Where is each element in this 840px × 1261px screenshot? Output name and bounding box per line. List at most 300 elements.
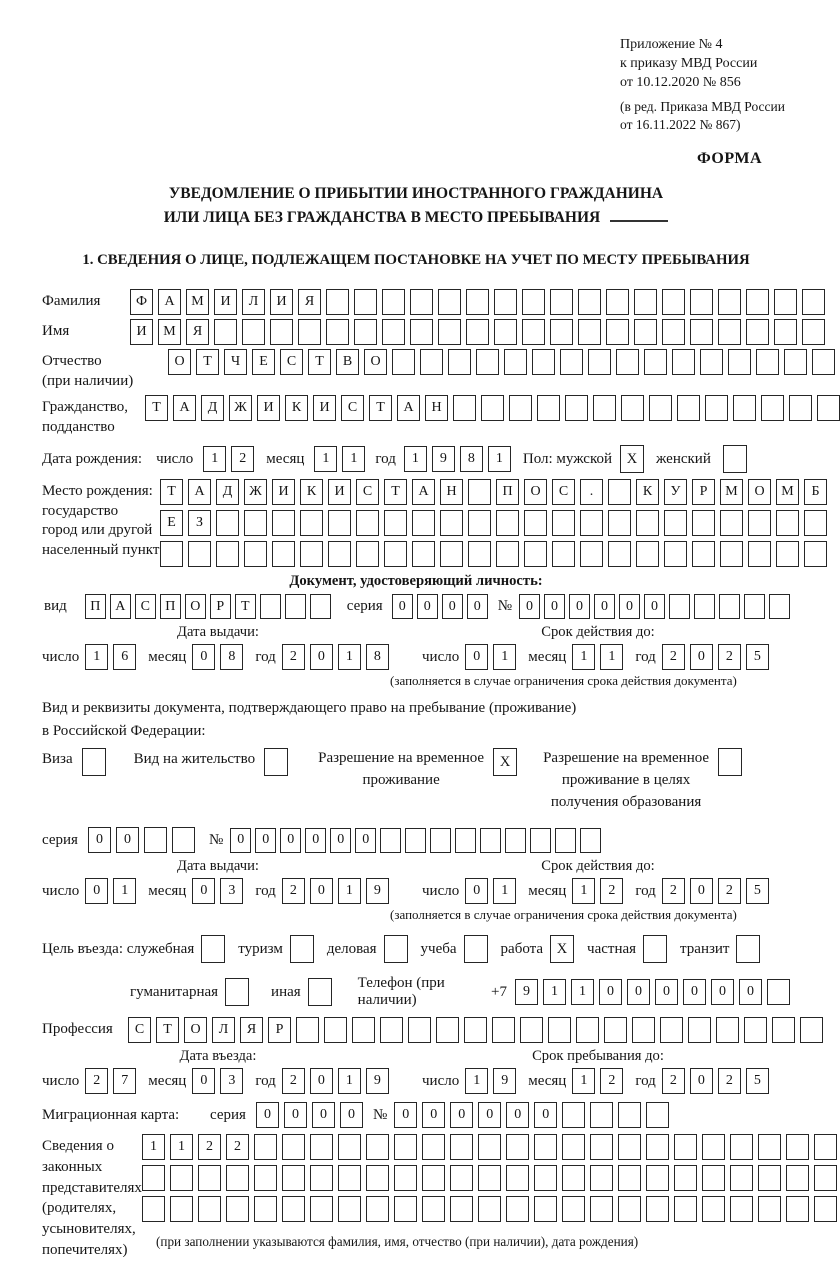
char-cell[interactable]: К (285, 395, 308, 421)
char-cell[interactable]: 0 (478, 1102, 501, 1128)
char-cell[interactable]: 2 (282, 644, 305, 670)
char-cell[interactable] (394, 1196, 417, 1222)
char-cell[interactable]: 0 (230, 828, 251, 853)
char-cell[interactable] (188, 541, 211, 567)
char-cell[interactable]: И (214, 289, 237, 315)
char-cell[interactable]: 2 (85, 1068, 108, 1094)
char-cell[interactable] (702, 1165, 725, 1191)
char-cell[interactable] (394, 1165, 417, 1191)
char-cell[interactable]: 2 (600, 1068, 623, 1094)
char-cell[interactable] (384, 510, 407, 536)
char-cell[interactable] (478, 1165, 501, 1191)
char-cell[interactable] (662, 289, 685, 315)
char-cell[interactable]: 9 (366, 878, 389, 904)
char-cell[interactable]: 1 (465, 1068, 488, 1094)
char-cell[interactable] (478, 1134, 501, 1160)
char-cell[interactable]: И (270, 289, 293, 315)
char-cell[interactable] (352, 1017, 375, 1043)
char-cell[interactable] (692, 510, 715, 536)
char-cell[interactable] (338, 1196, 361, 1222)
char-cell[interactable] (254, 1134, 277, 1160)
char-cell[interactable] (730, 1196, 753, 1222)
char-cell[interactable] (537, 395, 560, 421)
char-cell[interactable]: 1 (488, 446, 511, 472)
char-cell[interactable]: И (130, 319, 153, 345)
char-cell[interactable]: 0 (506, 1102, 529, 1128)
char-cell[interactable]: 0 (312, 1102, 335, 1128)
char-cell[interactable]: Я (298, 289, 321, 315)
char-cell[interactable]: А (173, 395, 196, 421)
char-cell[interactable] (254, 1196, 277, 1222)
char-cell[interactable]: 0 (655, 979, 678, 1005)
char-cell[interactable]: 1 (404, 446, 427, 472)
char-cell[interactable] (562, 1196, 585, 1222)
char-cell[interactable] (285, 594, 306, 619)
char-cell[interactable]: Р (692, 479, 715, 505)
char-cell[interactable] (646, 1196, 669, 1222)
char-cell[interactable]: 0 (310, 1068, 333, 1094)
char-cell[interactable] (608, 510, 631, 536)
char-cell[interactable] (216, 541, 239, 567)
char-cell[interactable]: 0 (467, 594, 488, 619)
char-cell[interactable] (412, 541, 435, 567)
char-cell[interactable] (552, 541, 575, 567)
char-cell[interactable] (142, 1165, 165, 1191)
char-cell[interactable]: О (364, 349, 387, 375)
char-cell[interactable] (802, 319, 825, 345)
char-cell[interactable] (565, 395, 588, 421)
char-cell[interactable] (604, 1017, 627, 1043)
char-cell[interactable] (328, 510, 351, 536)
char-cell[interactable] (814, 1196, 837, 1222)
male-checkbox[interactable]: X (620, 445, 644, 473)
char-cell[interactable] (812, 349, 835, 375)
char-cell[interactable]: . (580, 479, 603, 505)
char-cell[interactable] (758, 1196, 781, 1222)
char-cell[interactable]: 2 (662, 1068, 685, 1094)
char-cell[interactable]: А (110, 594, 131, 619)
char-cell[interactable]: Я (186, 319, 209, 345)
char-cell[interactable] (700, 349, 723, 375)
char-cell[interactable] (481, 395, 504, 421)
char-cell[interactable] (616, 349, 639, 375)
char-cell[interactable] (550, 319, 573, 345)
char-cell[interactable]: М (720, 479, 743, 505)
char-cell[interactable]: И (272, 479, 295, 505)
char-cell[interactable]: 0 (392, 594, 413, 619)
char-cell[interactable]: Т (156, 1017, 179, 1043)
char-cell[interactable] (366, 1134, 389, 1160)
char-cell[interactable]: 0 (116, 827, 139, 853)
char-cell[interactable]: З (188, 510, 211, 536)
char-cell[interactable]: 0 (192, 878, 215, 904)
char-cell[interactable]: 6 (113, 644, 136, 670)
char-cell[interactable] (774, 319, 797, 345)
char-cell[interactable] (716, 1017, 739, 1043)
char-cell[interactable]: 2 (226, 1134, 249, 1160)
char-cell[interactable] (719, 594, 740, 619)
char-cell[interactable]: 0 (284, 1102, 307, 1128)
char-cell[interactable] (405, 828, 426, 853)
char-cell[interactable] (728, 349, 751, 375)
char-cell[interactable] (804, 510, 827, 536)
char-cell[interactable]: К (300, 479, 323, 505)
char-cell[interactable]: О (184, 1017, 207, 1043)
char-cell[interactable]: Н (425, 395, 448, 421)
char-cell[interactable] (606, 289, 629, 315)
char-cell[interactable]: 1 (600, 644, 623, 670)
char-cell[interactable]: 0 (280, 828, 301, 853)
char-cell[interactable]: 0 (88, 827, 111, 853)
char-cell[interactable] (618, 1134, 641, 1160)
char-cell[interactable]: М (776, 479, 799, 505)
char-cell[interactable]: Д (201, 395, 224, 421)
char-cell[interactable]: Т (235, 594, 256, 619)
char-cell[interactable] (455, 828, 476, 853)
residence-permit-checkbox[interactable] (264, 748, 288, 776)
char-cell[interactable]: Ч (224, 349, 247, 375)
char-cell[interactable] (354, 289, 377, 315)
char-cell[interactable]: Ф (130, 289, 153, 315)
char-cell[interactable]: 1 (142, 1134, 165, 1160)
char-cell[interactable]: 5 (746, 1068, 769, 1094)
char-cell[interactable]: 5 (746, 878, 769, 904)
char-cell[interactable] (786, 1196, 809, 1222)
char-cell[interactable] (786, 1165, 809, 1191)
char-cell[interactable]: М (158, 319, 181, 345)
char-cell[interactable] (552, 510, 575, 536)
char-cell[interactable] (690, 319, 713, 345)
char-cell[interactable]: Т (160, 479, 183, 505)
char-cell[interactable]: 0 (394, 1102, 417, 1128)
char-cell[interactable] (422, 1134, 445, 1160)
char-cell[interactable] (492, 1017, 515, 1043)
char-cell[interactable]: 0 (422, 1102, 445, 1128)
char-cell[interactable] (494, 319, 517, 345)
char-cell[interactable] (758, 1165, 781, 1191)
char-cell[interactable]: Е (160, 510, 183, 536)
char-cell[interactable] (677, 395, 700, 421)
char-cell[interactable] (412, 510, 435, 536)
char-cell[interactable] (338, 1165, 361, 1191)
char-cell[interactable]: 2 (662, 878, 685, 904)
char-cell[interactable] (550, 289, 573, 315)
char-cell[interactable]: Д (216, 479, 239, 505)
char-cell[interactable] (548, 1017, 571, 1043)
char-cell[interactable] (520, 1017, 543, 1043)
char-cell[interactable]: 0 (85, 878, 108, 904)
char-cell[interactable]: 1 (113, 878, 136, 904)
char-cell[interactable] (480, 828, 501, 853)
char-cell[interactable] (746, 319, 769, 345)
char-cell[interactable]: 0 (310, 644, 333, 670)
char-cell[interactable] (216, 510, 239, 536)
char-cell[interactable]: П (160, 594, 181, 619)
char-cell[interactable] (636, 510, 659, 536)
char-cell[interactable] (674, 1134, 697, 1160)
char-cell[interactable] (410, 319, 433, 345)
char-cell[interactable]: 2 (231, 446, 254, 472)
char-cell[interactable]: 1 (572, 878, 595, 904)
char-cell[interactable]: 1 (543, 979, 566, 1005)
char-cell[interactable] (664, 541, 687, 567)
char-cell[interactable] (705, 395, 728, 421)
char-cell[interactable]: 9 (515, 979, 538, 1005)
char-cell[interactable] (608, 479, 631, 505)
char-cell[interactable]: Т (196, 349, 219, 375)
char-cell[interactable] (509, 395, 532, 421)
char-cell[interactable] (776, 510, 799, 536)
study-checkbox[interactable] (464, 935, 488, 963)
char-cell[interactable] (438, 319, 461, 345)
char-cell[interactable]: 1 (572, 644, 595, 670)
char-cell[interactable] (634, 319, 657, 345)
char-cell[interactable] (758, 1134, 781, 1160)
char-cell[interactable]: 0 (340, 1102, 363, 1128)
char-cell[interactable]: П (496, 479, 519, 505)
char-cell[interactable]: 8 (460, 446, 483, 472)
humanitarian-checkbox[interactable] (225, 978, 249, 1006)
char-cell[interactable] (310, 1165, 333, 1191)
char-cell[interactable]: О (168, 349, 191, 375)
char-cell[interactable]: Н (440, 479, 463, 505)
char-cell[interactable] (408, 1017, 431, 1043)
char-cell[interactable] (664, 510, 687, 536)
char-cell[interactable]: Т (384, 479, 407, 505)
char-cell[interactable]: 0 (683, 979, 706, 1005)
char-cell[interactable] (468, 510, 491, 536)
char-cell[interactable]: 9 (432, 446, 455, 472)
char-cell[interactable] (578, 289, 601, 315)
char-cell[interactable] (634, 289, 657, 315)
char-cell[interactable]: О (748, 479, 771, 505)
char-cell[interactable] (506, 1134, 529, 1160)
char-cell[interactable]: 0 (739, 979, 762, 1005)
char-cell[interactable] (702, 1196, 725, 1222)
char-cell[interactable] (356, 541, 379, 567)
char-cell[interactable] (767, 979, 790, 1005)
char-cell[interactable]: 1 (571, 979, 594, 1005)
char-cell[interactable] (588, 349, 611, 375)
char-cell[interactable] (576, 1017, 599, 1043)
char-cell[interactable] (744, 1017, 767, 1043)
char-cell[interactable] (632, 1017, 655, 1043)
char-cell[interactable] (802, 289, 825, 315)
char-cell[interactable]: Р (210, 594, 231, 619)
char-cell[interactable] (380, 1017, 403, 1043)
char-cell[interactable] (772, 1017, 795, 1043)
char-cell[interactable] (453, 395, 476, 421)
char-cell[interactable] (496, 541, 519, 567)
char-cell[interactable]: 0 (599, 979, 622, 1005)
char-cell[interactable]: 0 (627, 979, 650, 1005)
char-cell[interactable]: 0 (619, 594, 640, 619)
char-cell[interactable]: 0 (534, 1102, 557, 1128)
char-cell[interactable] (746, 289, 769, 315)
char-cell[interactable] (260, 594, 281, 619)
char-cell[interactable] (580, 510, 603, 536)
char-cell[interactable] (532, 349, 555, 375)
char-cell[interactable] (776, 541, 799, 567)
char-cell[interactable] (662, 319, 685, 345)
char-cell[interactable] (296, 1017, 319, 1043)
char-cell[interactable]: 2 (662, 644, 685, 670)
char-cell[interactable] (748, 510, 771, 536)
char-cell[interactable]: 0 (594, 594, 615, 619)
char-cell[interactable]: 0 (192, 1068, 215, 1094)
char-cell[interactable] (496, 510, 519, 536)
char-cell[interactable] (380, 828, 401, 853)
char-cell[interactable] (688, 1017, 711, 1043)
char-cell[interactable] (756, 349, 779, 375)
char-cell[interactable] (506, 1196, 529, 1222)
char-cell[interactable] (382, 319, 405, 345)
temp-permit-checkbox[interactable]: X (493, 748, 517, 776)
char-cell[interactable] (282, 1134, 305, 1160)
char-cell[interactable] (142, 1196, 165, 1222)
char-cell[interactable] (621, 395, 644, 421)
char-cell[interactable] (522, 319, 545, 345)
char-cell[interactable] (310, 594, 331, 619)
char-cell[interactable] (578, 319, 601, 345)
char-cell[interactable] (436, 1017, 459, 1043)
char-cell[interactable]: 2 (198, 1134, 221, 1160)
char-cell[interactable] (646, 1134, 669, 1160)
char-cell[interactable]: У (664, 479, 687, 505)
char-cell[interactable] (326, 319, 349, 345)
char-cell[interactable] (422, 1165, 445, 1191)
char-cell[interactable]: А (158, 289, 181, 315)
char-cell[interactable]: 0 (569, 594, 590, 619)
char-cell[interactable] (593, 395, 616, 421)
char-cell[interactable]: 0 (465, 878, 488, 904)
char-cell[interactable] (669, 594, 690, 619)
tourism-checkbox[interactable] (290, 935, 314, 963)
char-cell[interactable] (730, 1165, 753, 1191)
char-cell[interactable] (464, 1017, 487, 1043)
char-cell[interactable]: 0 (711, 979, 734, 1005)
char-cell[interactable] (761, 395, 784, 421)
char-cell[interactable] (366, 1165, 389, 1191)
char-cell[interactable] (720, 510, 743, 536)
char-cell[interactable]: 1 (170, 1134, 193, 1160)
char-cell[interactable]: С (128, 1017, 151, 1043)
char-cell[interactable] (644, 349, 667, 375)
char-cell[interactable] (562, 1102, 585, 1128)
char-cell[interactable] (608, 541, 631, 567)
char-cell[interactable] (410, 289, 433, 315)
visa-checkbox[interactable] (82, 748, 106, 776)
edu-permit-checkbox[interactable] (718, 748, 742, 776)
char-cell[interactable] (769, 594, 790, 619)
char-cell[interactable] (450, 1134, 473, 1160)
char-cell[interactable]: С (135, 594, 156, 619)
char-cell[interactable] (590, 1134, 613, 1160)
char-cell[interactable]: И (257, 395, 280, 421)
char-cell[interactable] (440, 510, 463, 536)
char-cell[interactable]: 2 (718, 644, 741, 670)
char-cell[interactable] (324, 1017, 347, 1043)
char-cell[interactable] (226, 1165, 249, 1191)
char-cell[interactable]: 0 (330, 828, 351, 853)
char-cell[interactable] (534, 1165, 557, 1191)
char-cell[interactable] (730, 1134, 753, 1160)
char-cell[interactable] (272, 541, 295, 567)
char-cell[interactable] (720, 541, 743, 567)
char-cell[interactable]: Т (145, 395, 168, 421)
char-cell[interactable]: 1 (85, 644, 108, 670)
char-cell[interactable] (718, 289, 741, 315)
char-cell[interactable]: 1 (572, 1068, 595, 1094)
char-cell[interactable] (506, 1165, 529, 1191)
char-cell[interactable] (560, 349, 583, 375)
char-cell[interactable]: И (313, 395, 336, 421)
char-cell[interactable] (774, 289, 797, 315)
char-cell[interactable] (384, 541, 407, 567)
char-cell[interactable]: 3 (220, 1068, 243, 1094)
char-cell[interactable]: Л (212, 1017, 235, 1043)
char-cell[interactable] (618, 1165, 641, 1191)
char-cell[interactable]: 0 (544, 594, 565, 619)
char-cell[interactable] (144, 827, 167, 853)
char-cell[interactable] (784, 349, 807, 375)
char-cell[interactable] (814, 1134, 837, 1160)
official-checkbox[interactable] (201, 935, 225, 963)
char-cell[interactable] (272, 510, 295, 536)
char-cell[interactable] (300, 541, 323, 567)
char-cell[interactable] (702, 1134, 725, 1160)
char-cell[interactable]: И (328, 479, 351, 505)
char-cell[interactable] (328, 541, 351, 567)
char-cell[interactable] (636, 541, 659, 567)
char-cell[interactable] (534, 1196, 557, 1222)
char-cell[interactable]: А (412, 479, 435, 505)
char-cell[interactable]: Т (369, 395, 392, 421)
char-cell[interactable] (300, 510, 323, 536)
char-cell[interactable] (674, 1196, 697, 1222)
char-cell[interactable] (494, 289, 517, 315)
char-cell[interactable]: Я (240, 1017, 263, 1043)
char-cell[interactable]: А (397, 395, 420, 421)
char-cell[interactable]: 7 (113, 1068, 136, 1094)
char-cell[interactable] (817, 395, 840, 421)
char-cell[interactable] (468, 541, 491, 567)
char-cell[interactable] (476, 349, 499, 375)
char-cell[interactable] (382, 289, 405, 315)
char-cell[interactable] (422, 1196, 445, 1222)
char-cell[interactable]: 3 (220, 878, 243, 904)
char-cell[interactable] (394, 1134, 417, 1160)
char-cell[interactable] (170, 1196, 193, 1222)
char-cell[interactable] (430, 828, 451, 853)
char-cell[interactable]: С (280, 349, 303, 375)
char-cell[interactable]: П (85, 594, 106, 619)
char-cell[interactable] (562, 1165, 585, 1191)
char-cell[interactable] (522, 289, 545, 315)
char-cell[interactable] (198, 1165, 221, 1191)
char-cell[interactable] (270, 319, 293, 345)
char-cell[interactable]: 0 (256, 1102, 279, 1128)
char-cell[interactable] (366, 1196, 389, 1222)
char-cell[interactable]: 0 (519, 594, 540, 619)
char-cell[interactable]: 0 (644, 594, 665, 619)
char-cell[interactable]: В (336, 349, 359, 375)
char-cell[interactable]: 8 (220, 644, 243, 670)
char-cell[interactable]: 2 (718, 1068, 741, 1094)
char-cell[interactable] (786, 1134, 809, 1160)
char-cell[interactable] (580, 541, 603, 567)
char-cell[interactable] (718, 319, 741, 345)
